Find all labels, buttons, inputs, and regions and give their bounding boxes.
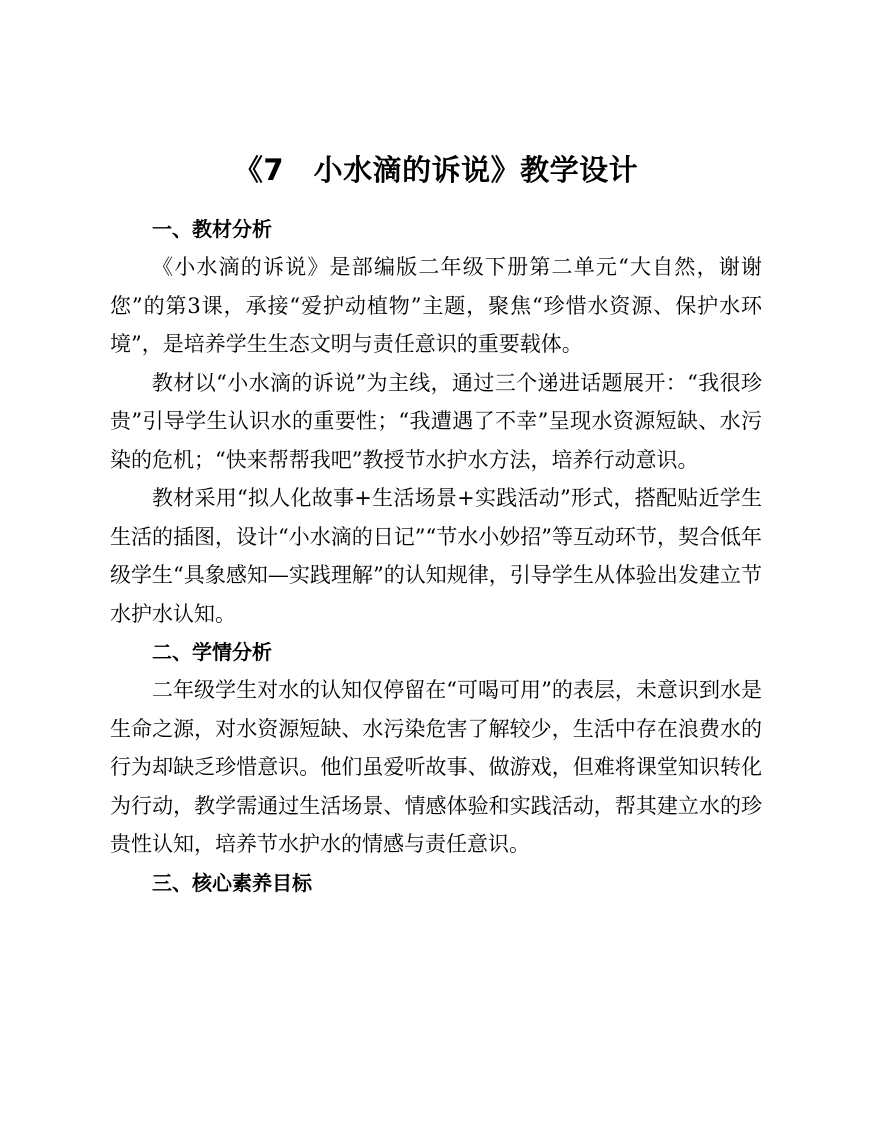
section-core-literacy-goals [110, 864, 762, 902]
document-title: 《7 小水滴的诉说》教学设计 [233, 153, 639, 187]
paragraph: 《小水滴的诉说》是部编版二年级下册第二单元“大自然，谢谢您”的第3课，承接“爱护动植物”主题，聚焦“珍惜水资源、保护水环境”，是培养学生生态文明与责任意识的重要载体。 [110, 255, 762, 356]
section-student-analysis [110, 633, 762, 864]
section-heading: 一、教材分析 [152, 217, 272, 241]
paragraph: 二年级学生对水的认知仅停留在“可喝可用”的表层，未意识到水是生命之源，对水资源短缺、水污染危害了解较少，生活中存在浪费水的行为却缺乏珍惜意识。他们虽爱听故事、做游戏，但难将课堂知识转化为行动，教学需通过生活场景、情感体验和实践活动，帮其建立水的珍贵性认知，培养节水护水的情感与责任意识。 [110, 678, 762, 856]
document-body [110, 210, 762, 902]
section-textbook-analysis [110, 210, 762, 633]
section-heading: 二、学情分析 [152, 640, 272, 664]
section-heading: 三、核心素养目标 [152, 870, 312, 895]
paragraph: 教材以“小水滴的诉说”为主线，通过三个递进话题展开：“我很珍贵”引导学生认识水的重要性；“我遭遇了不幸”呈现水资源短缺、水污染的危机；“快来帮帮我吧”教授节水护水方法，培养行动意识。 [110, 370, 762, 472]
paragraph: 教材采用“拟人化故事+生活场景+实践活动”形式，搭配贴近学生生活的插图，设计“小水滴的日记”“节水小妙招”等互动环节，契合低年级学生“具象感知—实践理解”的认知规律，引导学生从体验出发建立节水护水认知。 [110, 486, 762, 626]
